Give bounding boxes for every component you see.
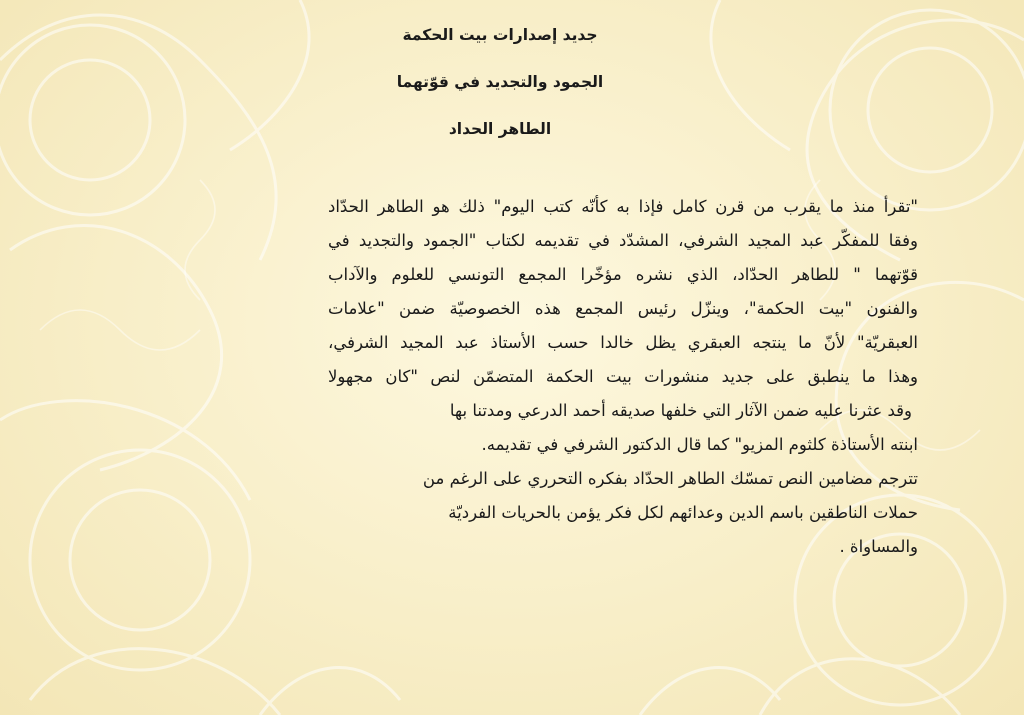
article-line: العبقريّة" لأنّ ما ينتجه العبقري يظل خالدا حسب الأستاذ عبد المجيد الشرفي، xyxy=(328,333,918,352)
article-line: وفقا للمفكّر عبد المجيد الشرفي، المشدّد في تقديمه لكتاب "الجمود والتجديد في xyxy=(328,231,918,250)
header-title: جديد إصدارات بيت الحكمة xyxy=(402,26,598,44)
author-name: الطاهر الحداد xyxy=(448,120,552,138)
article-line: تترجم مضامين النص تمسّك الطاهر الحدّاد بفكره التحرري على الرغم من xyxy=(422,469,918,488)
article-line: وهذا ما ينطبق على جديد منشورات بيت الحكمة المتضمّن لنص "كان مجهولا xyxy=(328,367,918,386)
article-line: ابنته الأستاذة كلثوم المزيو" كما قال الدكتور الشرفي في تقديمه. xyxy=(481,435,918,454)
book-title: الجمود والتجديد في قوّتهما xyxy=(396,73,604,91)
article-line: حملات الناطقين باسم الدين وعدائهم لكل فكر يؤمن بالحريات الفرديّة xyxy=(448,503,918,522)
article-line: والمساواة . xyxy=(839,537,918,556)
article-line: "تقرأ منذ ما يقرب من قرن كامل فإذا به كأنّه كتب اليوم" ذلك هو الطاهر الحدّاد xyxy=(328,197,918,216)
article-line: قوّتهما " للطاهر الحدّاد، الذي نشره مؤخّرا المجمع التونسي للعلوم والآداب xyxy=(328,265,918,284)
article-header xyxy=(300,20,700,161)
article-line: وقد عثرنا عليه ضمن الآثار التي خلفها صديقه أحمد الدرعي ومدتنا بها xyxy=(449,401,912,420)
article-body xyxy=(328,190,918,564)
article-line: والفنون "بيت الحكمة"، وينزّل رئيس المجمع هذه الخصوصيّة ضمن "علامات xyxy=(328,299,918,318)
